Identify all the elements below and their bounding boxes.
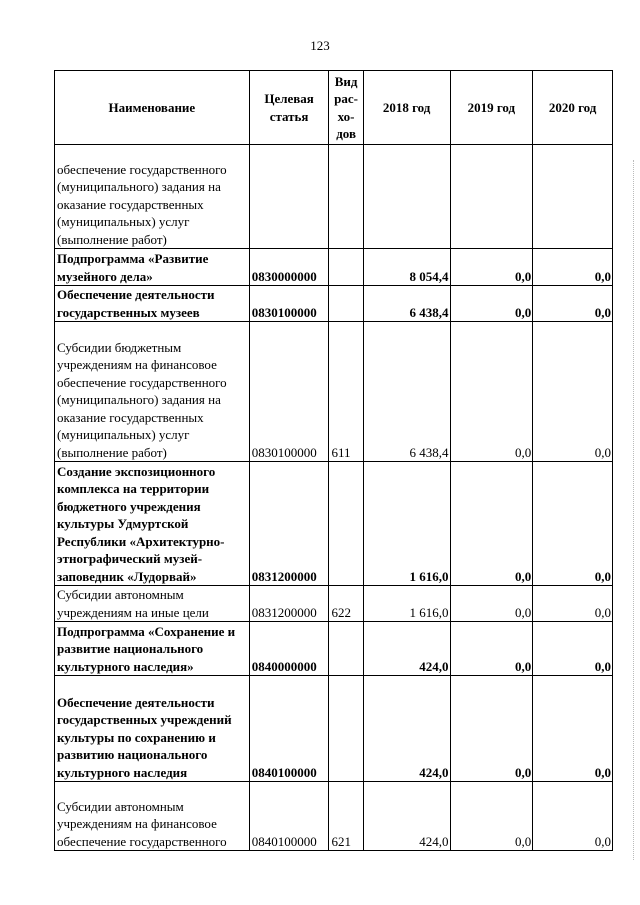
row-vid: 622 xyxy=(329,586,363,622)
row-2019 xyxy=(450,145,533,249)
row-2020: 0,0 xyxy=(533,676,613,782)
row-2020: 0,0 xyxy=(533,782,613,851)
header-2020: 2020 год xyxy=(533,71,613,145)
row-name: Субсидии автономным учреждениям на иные цели xyxy=(55,586,250,622)
row-vid xyxy=(329,676,363,782)
row-name: Подпрограмма «Сохранение и развитие национального культурного наследия» xyxy=(55,622,250,676)
table-row xyxy=(55,676,613,782)
table-row xyxy=(55,286,613,322)
row-vid xyxy=(329,462,363,586)
row-2018: 8 054,4 xyxy=(363,249,450,286)
row-2019: 0,0 xyxy=(450,249,533,286)
row-2019: 0,0 xyxy=(450,676,533,782)
table-row xyxy=(55,782,613,851)
row-2018: 424,0 xyxy=(363,676,450,782)
row-code: 0830100000 xyxy=(249,286,329,322)
header-expense-type: Вид рас- хо- дов xyxy=(329,71,363,145)
row-code: 0830100000 xyxy=(249,322,329,462)
budget-table xyxy=(54,70,613,851)
row-2020: 0,0 xyxy=(533,322,613,462)
table-row xyxy=(55,462,613,586)
header-2018: 2018 год xyxy=(363,71,450,145)
row-2018: 424,0 xyxy=(363,622,450,676)
header-2019: 2019 год xyxy=(450,71,533,145)
row-name: Субсидии автономным учреждениям на финансовое обеспечение государственного xyxy=(55,782,250,851)
scan-margin-dots xyxy=(633,160,634,860)
row-2019: 0,0 xyxy=(450,462,533,586)
row-2018: 1 616,0 xyxy=(363,586,450,622)
row-2018: 424,0 xyxy=(363,782,450,851)
table-row xyxy=(55,249,613,286)
row-2018: 6 438,4 xyxy=(363,322,450,462)
row-vid: 621 xyxy=(329,782,363,851)
row-2019: 0,0 xyxy=(450,322,533,462)
row-2020 xyxy=(533,145,613,249)
table-row xyxy=(55,322,613,462)
row-2020: 0,0 xyxy=(533,462,613,586)
row-name: Обеспечение деятельности государственных учреждений культуры по сохранению и развитию национального культурного наследия xyxy=(55,676,250,782)
row-2018 xyxy=(363,145,450,249)
row-vid xyxy=(329,145,363,249)
row-name: обеспечение государственного (муниципального) задания на оказание государственных (муниципальных) услуг (выполнение работ) xyxy=(55,145,250,249)
row-2019: 0,0 xyxy=(450,586,533,622)
row-name: Создание экспозиционного комплекса на территории бюджетного учреждения культуры Удмуртской Республики «Архитектурно-этнографический музей-заповедник «Лудорвай» xyxy=(55,462,250,586)
row-code: 0831200000 xyxy=(249,586,329,622)
row-name: Обеспечение деятельности государственных музеев xyxy=(55,286,250,322)
table-row xyxy=(55,586,613,622)
row-2018: 6 438,4 xyxy=(363,286,450,322)
row-vid: 611 xyxy=(329,322,363,462)
row-vid xyxy=(329,286,363,322)
row-vid xyxy=(329,622,363,676)
row-code: 0831200000 xyxy=(249,462,329,586)
row-2019: 0,0 xyxy=(450,782,533,851)
row-code: 0840100000 xyxy=(249,676,329,782)
row-2020: 0,0 xyxy=(533,622,613,676)
row-2018: 1 616,0 xyxy=(363,462,450,586)
header-target-article: Целевая статья xyxy=(249,71,329,145)
row-code: 0830000000 xyxy=(249,249,329,286)
row-2020: 0,0 xyxy=(533,586,613,622)
row-2019: 0,0 xyxy=(450,286,533,322)
table-row xyxy=(55,145,613,249)
header-name: Наименование xyxy=(55,71,250,145)
row-code xyxy=(249,145,329,249)
row-2020: 0,0 xyxy=(533,286,613,322)
row-2020: 0,0 xyxy=(533,249,613,286)
row-2019: 0,0 xyxy=(450,622,533,676)
row-code: 0840000000 xyxy=(249,622,329,676)
row-vid xyxy=(329,249,363,286)
page-number: 123 xyxy=(310,38,330,53)
row-name: Подпрограмма «Развитие музейного дела» xyxy=(55,249,250,286)
table-row xyxy=(55,622,613,676)
row-name: Субсидии бюджетным учреждениям на финансовое обеспечение государственного (муниципального) задания на оказание государственных (муниципальных) услуг (выполнение работ) xyxy=(55,322,250,462)
row-code: 0840100000 xyxy=(249,782,329,851)
table-header-row xyxy=(55,71,613,145)
